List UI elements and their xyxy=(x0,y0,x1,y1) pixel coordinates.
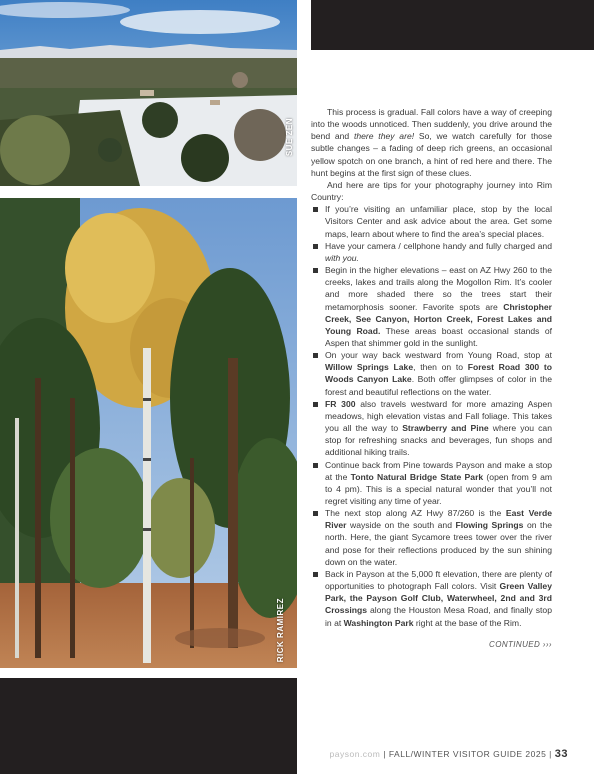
text: , then on to xyxy=(413,362,468,373)
place-name: FR 300 xyxy=(325,398,356,409)
text: Have your camera / cellphone handy and fully charged and xyxy=(325,240,552,251)
place-name: Willow Springs Lake xyxy=(325,362,414,373)
text: wayside on the south and xyxy=(346,520,456,531)
place-name: Forest Road 300 to Woods Canyon Lake xyxy=(325,362,552,385)
place-name: Tonto Natural Bridge State Park xyxy=(350,471,484,482)
list-item xyxy=(311,398,552,459)
photo-credit: RICK RAMIREZ xyxy=(276,598,285,663)
list-item xyxy=(311,240,552,264)
place-name: East Verde River xyxy=(325,508,552,531)
text: This process is gradual. Fall colors have a way of creeping into the woods unnoticed. Then suddenly, you drive around the bend and xyxy=(311,107,552,142)
black-footer-block xyxy=(0,678,297,774)
article-body xyxy=(311,106,552,651)
paragraph xyxy=(311,106,552,179)
place-names: Green Valley Park, the Payson Golf Club, Waterwheel, 2nd and 3rd Crossings xyxy=(325,581,552,616)
separator: | xyxy=(380,749,389,759)
place-name: Strawberry and Pine xyxy=(402,423,489,434)
guide-title: FALL/WINTER VISITOR GUIDE 2025 xyxy=(388,749,547,759)
emphasis: with you. xyxy=(325,252,359,263)
list-item xyxy=(311,264,552,349)
place-names: Christopher Creek, See Canyon, Horton Creek, Forest Lakes and Young Road. xyxy=(325,301,552,336)
page-number: 33 xyxy=(554,748,568,760)
site-url[interactable]: payson.com xyxy=(329,749,381,759)
list-item xyxy=(311,203,552,239)
aspen-forest-photo xyxy=(0,198,297,668)
landscape-photo xyxy=(0,0,297,186)
separator: | xyxy=(546,749,555,759)
continued-link[interactable]: CONTINUED ››› xyxy=(489,639,552,649)
text: where you can stop for refreshing snacks and beverages, fun shops and additional hiking trails. xyxy=(325,423,552,458)
text: Begin in the higher elevations – east on AZ Hwy 260 to the creeks, lakes and trails along the Mogollon Rim. It’s cooler and more shaded there so the trees start their metamorphosis sooner. Favorite spots are xyxy=(325,265,552,312)
text: Back in Payson at the 5,000 ft elevation, there are plenty of opportunities to photograph Fall colors. Visit xyxy=(325,568,552,592)
text: . Both offer glimpses of color in the forest and beautiful reflections on the water. xyxy=(325,374,552,397)
text: also travels westward for more amazing Aspen meadows, high elevation vistas and Fall foliage. This takes you all the way to xyxy=(325,398,552,434)
list-item xyxy=(311,507,552,568)
page-footer xyxy=(330,748,568,760)
text: Continue back from Pine towards Payson and make a stop at the xyxy=(325,459,552,482)
text: along the Houston Mesa Road, and finally stop in at xyxy=(325,605,552,628)
photo-credit: SUE ZEN xyxy=(285,118,294,157)
list-item xyxy=(311,459,552,508)
text: These areas boast occasional stands of Aspen that shimmer gold in the sunlight. xyxy=(325,325,553,348)
text: The next stop along AZ Hwy 87/260 is the xyxy=(325,508,506,519)
text: on the north. Here, the giant Sycamore trees tower over the river and pose for their reflections produced by the sun shining down on the water. xyxy=(325,520,552,567)
place-name: Flowing Springs xyxy=(455,520,524,531)
text: On your way back westward from Young Road, stop at xyxy=(325,350,552,361)
black-header-block xyxy=(311,0,594,50)
text: (open from 9 am to 4 pm). This is a special natural wonder that you’ll not regret visiting any time of year. xyxy=(325,471,553,506)
emphasis: there they are! xyxy=(353,131,415,142)
list-item xyxy=(311,568,552,629)
place-name: Washington Park xyxy=(343,617,414,628)
text: right at the base of the Rim. xyxy=(413,617,522,628)
list-item xyxy=(311,349,552,398)
tips-list xyxy=(311,203,552,628)
text: So, we watch carefully for those subtle changes – a fading of deep rich greens, an occasional yellow spotch on one branch, a hint of red here and there. The hunt begins at the first sign of these clues. xyxy=(311,131,552,178)
text: If you’re visiting an unfamiliar place, stop by the local Visitors Center and ask advice about the area. Get some maps, learn about where to find the area’s special places. xyxy=(325,204,552,239)
paragraph: And here are tips for your photography journey into Rim Country: xyxy=(311,179,552,203)
